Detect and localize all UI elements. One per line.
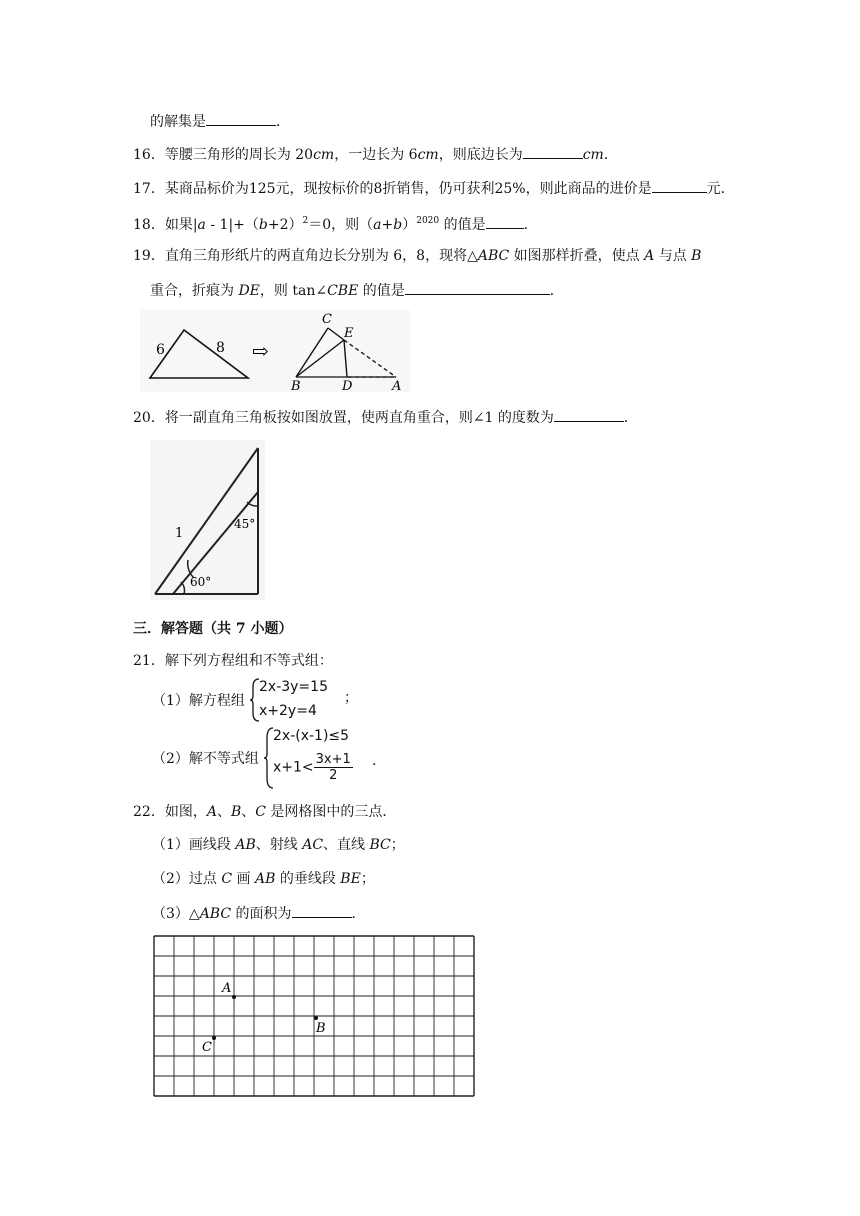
- question-16: 16．等腰三角形的周长为 20cm，一边长为 6cm，则底边长为 cm．: [133, 144, 618, 165]
- q21-part1-label: （1）解方程组: [152, 693, 245, 709]
- q22-part2: （2）过点 C 画 AB 的垂线段 BE；: [152, 871, 375, 887]
- q21-part1-end: ；: [344, 690, 358, 706]
- q21-part2-fraction: $\frac{3x+1}{2}$: [315, 752, 351, 783]
- question-18: 18．如果$|a - 1|+(b+2)^2=0$，则$(a+b)^{2020}$ 的值是 ．: [133, 216, 538, 233]
- q18-answer-blank[interactable]: [486, 214, 524, 229]
- q19-fold-arrow: ⇨: [252, 339, 269, 363]
- q16-answer-blank[interactable]: [523, 144, 583, 159]
- q22-label-c: C: [202, 1040, 212, 1055]
- q22-label-a: A: [222, 981, 232, 996]
- question-22: 22．如图，A、B、C 是网格图中的三点．: [133, 804, 397, 820]
- section-3-heading: 三．解答题（共 7 小题）: [133, 621, 293, 637]
- question-20: 20．将一副直角三角板按如图放置，使两直角重合，则∠1 的度数为 ．: [133, 407, 638, 428]
- q22-point-a: [232, 995, 236, 999]
- q19-label-e: E: [344, 326, 354, 341]
- q20-label-45: 45°: [234, 517, 256, 531]
- question-19-line2: 重合，折痕为 DE，则 tan∠CBE 的值是 ．: [150, 280, 564, 301]
- q15-answer-blank[interactable]: [206, 111, 276, 126]
- q19-label-a: A: [392, 379, 402, 392]
- q22-point-c: [212, 1036, 216, 1040]
- q19-label-d: D: [342, 379, 353, 392]
- q21-part2-eq2: x+1< $\frac{3x+1}{2}$: [273, 752, 351, 783]
- q19-answer-blank[interactable]: [405, 280, 550, 295]
- q19-figure: [140, 310, 410, 392]
- q17-answer-blank[interactable]: [652, 178, 707, 193]
- q20-label-angle-1: 1: [175, 526, 184, 541]
- q15-tail: 的解集是 ．: [150, 111, 290, 132]
- q22-part1: （1）画线段 AB、射线 AC、直线 BC；: [152, 837, 405, 853]
- q22-answer-blank[interactable]: [292, 903, 352, 918]
- q21-part1-eq1: 2x-3y=15: [259, 679, 328, 695]
- q20-figure: [150, 440, 265, 600]
- q22-grid: [150, 932, 482, 1102]
- question-21: 21．解下列方程组和不等式组：: [133, 653, 333, 669]
- q19-label-b: B: [291, 379, 301, 392]
- q20-answer-blank[interactable]: [554, 407, 624, 422]
- q21-part2-label: （2）解不等式组: [152, 751, 259, 767]
- q21-part2-eq1: 2x-(x-1)≤5: [273, 728, 350, 744]
- q22-part3: （3）△ABC 的面积为 ．: [152, 903, 366, 924]
- q22-label-b: B: [316, 1021, 326, 1036]
- q20-label-60: 60°: [190, 575, 212, 589]
- q22-grid-lines: [154, 936, 474, 1096]
- q19-side-6: 6: [156, 342, 165, 358]
- question-17: 17．某商品标价为125元，现按标价的8折销售，仍可获利25%，则此商品的进价是 元．: [133, 178, 735, 199]
- q19-side-8: 8: [216, 340, 225, 356]
- q19-figure-bg: [140, 310, 410, 392]
- q22-point-b: [314, 1016, 318, 1020]
- q19-label-c: C: [322, 312, 332, 327]
- q21-part2-end: .: [372, 753, 377, 769]
- question-19-line1: 19．直角三角形纸片的两直角边长分别为 6，8，现将△ABC 如图那样折叠，使点 A 与点 B: [133, 248, 702, 264]
- q21-part1-eq2: x+2y=4: [259, 703, 317, 719]
